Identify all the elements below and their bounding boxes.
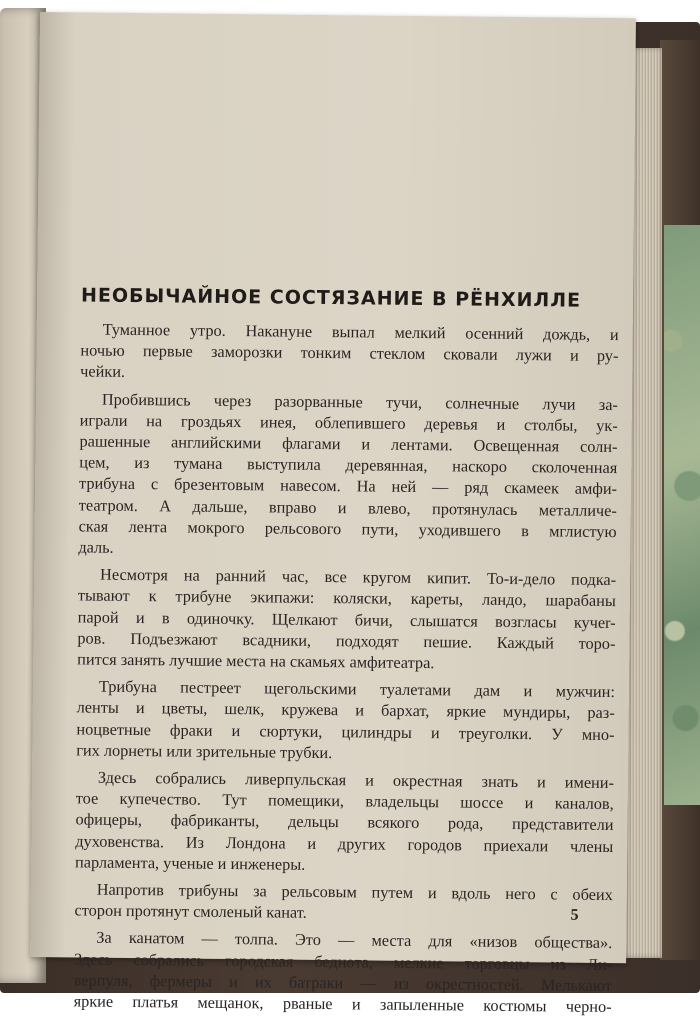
text-line: пится занять лучшие места на скамьях амфитеатра. <box>77 649 435 673</box>
text-line: Напротив трибуны за рельсовым путем и вдоль него с обеих <box>96 879 613 905</box>
paragraph <box>80 318 619 387</box>
text-line: парламента, ученые и инженеры. <box>75 852 306 874</box>
text-line: Несмотря на ранний час, все кругом кипит. То-и-дело подка- <box>100 564 617 590</box>
text-line: ская лента мокрого рельсового пути, уходившего в мглистую <box>78 516 617 541</box>
text-line: даль. <box>78 537 114 557</box>
paragraph <box>75 766 614 878</box>
text-line: яркие платья мещанок, рваные и запыленные костюмы черно- <box>73 991 612 1017</box>
paragraph <box>74 878 612 926</box>
paragraphs <box>74 318 619 1017</box>
text-line: гих лорнеты или зрительные трубки. <box>76 740 333 762</box>
text-line: парой и в одиночку. Щелкают бичи, слышатся возгласы кучеr- <box>77 607 616 632</box>
text-line: Здесь собрались ливерпульская и окрестная знать и имени- <box>97 767 615 793</box>
text-line: театром. А дальше, вправо и влево, протянулась металличе- <box>78 495 617 520</box>
text-line: ночью первые заморозки тонким стеклом сковали лужи и ру- <box>80 340 619 366</box>
paragraph <box>74 927 613 1017</box>
text-line: ноцветные фраки и сюртуки, цилиндры и треуголки. У мно- <box>76 719 615 744</box>
text-line: Трибуна пестреет щегольскими туалетами дам и мужчин: <box>98 676 616 702</box>
text-line: играли на гроздьях инея, облепившего деревья и столбы, ук- <box>79 410 618 435</box>
text-line: Туманное утро. Накануне выпал мелкий осенний дождь, и <box>102 319 619 345</box>
text-line: рашенные английскими флагами и лентами. Освещенная солн- <box>79 431 618 457</box>
paragraph <box>78 388 618 563</box>
paragraph <box>77 564 616 676</box>
text-line: тывают к трибуне экипажи: коляски, кареты, ландо, шарабаны <box>77 585 616 611</box>
text-line: За канатом — толпа. Это — места для «низов общества». <box>96 928 613 953</box>
text-line: верпуля, фермеры и их батраки — из окрестностей. Мелькают <box>73 970 612 995</box>
text-line: офицеры, фабриканты, дельцы всякого рода, представители <box>75 809 614 835</box>
text-line: Пробившись через разорванные тучи, солнечные лучи за- <box>101 389 619 414</box>
marbled-edge <box>664 225 700 805</box>
text-line: ров. Подъезжают всадники, подходят пешие. Каждый торо- <box>77 628 616 653</box>
text-line: Здесь собрались городская беднота, мелкие торговцы из Ли- <box>73 949 613 974</box>
page-content <box>74 284 620 1017</box>
text-line: тое купечество. Тут помещики, владельцы шоссе и каналов, <box>75 788 614 814</box>
text-line: ленты и цветы, шелк, кружева и бархат, яркие мундиры, раз- <box>76 697 615 723</box>
paragraph <box>76 676 615 766</box>
page-number: 5 <box>570 906 579 924</box>
text-line: цем, из тумана выступила деревянная, наскоро сколоченная <box>79 452 618 478</box>
text-line: чейки. <box>80 361 126 382</box>
book-page <box>30 12 636 1017</box>
text-line: духовенства. Из Лондона и других городов приехали члены <box>75 831 614 856</box>
chapter-heading: НЕОБЫЧАЙНОЕ СОСТЯЗАНИЕ В РЁНХИЛЛЕ <box>80 284 582 312</box>
text-line: сторон протянут смоленый канат. <box>74 900 307 923</box>
text-line: трибуна с брезентовым навесом. На ней — ряд скамеек амфи- <box>78 473 618 499</box>
